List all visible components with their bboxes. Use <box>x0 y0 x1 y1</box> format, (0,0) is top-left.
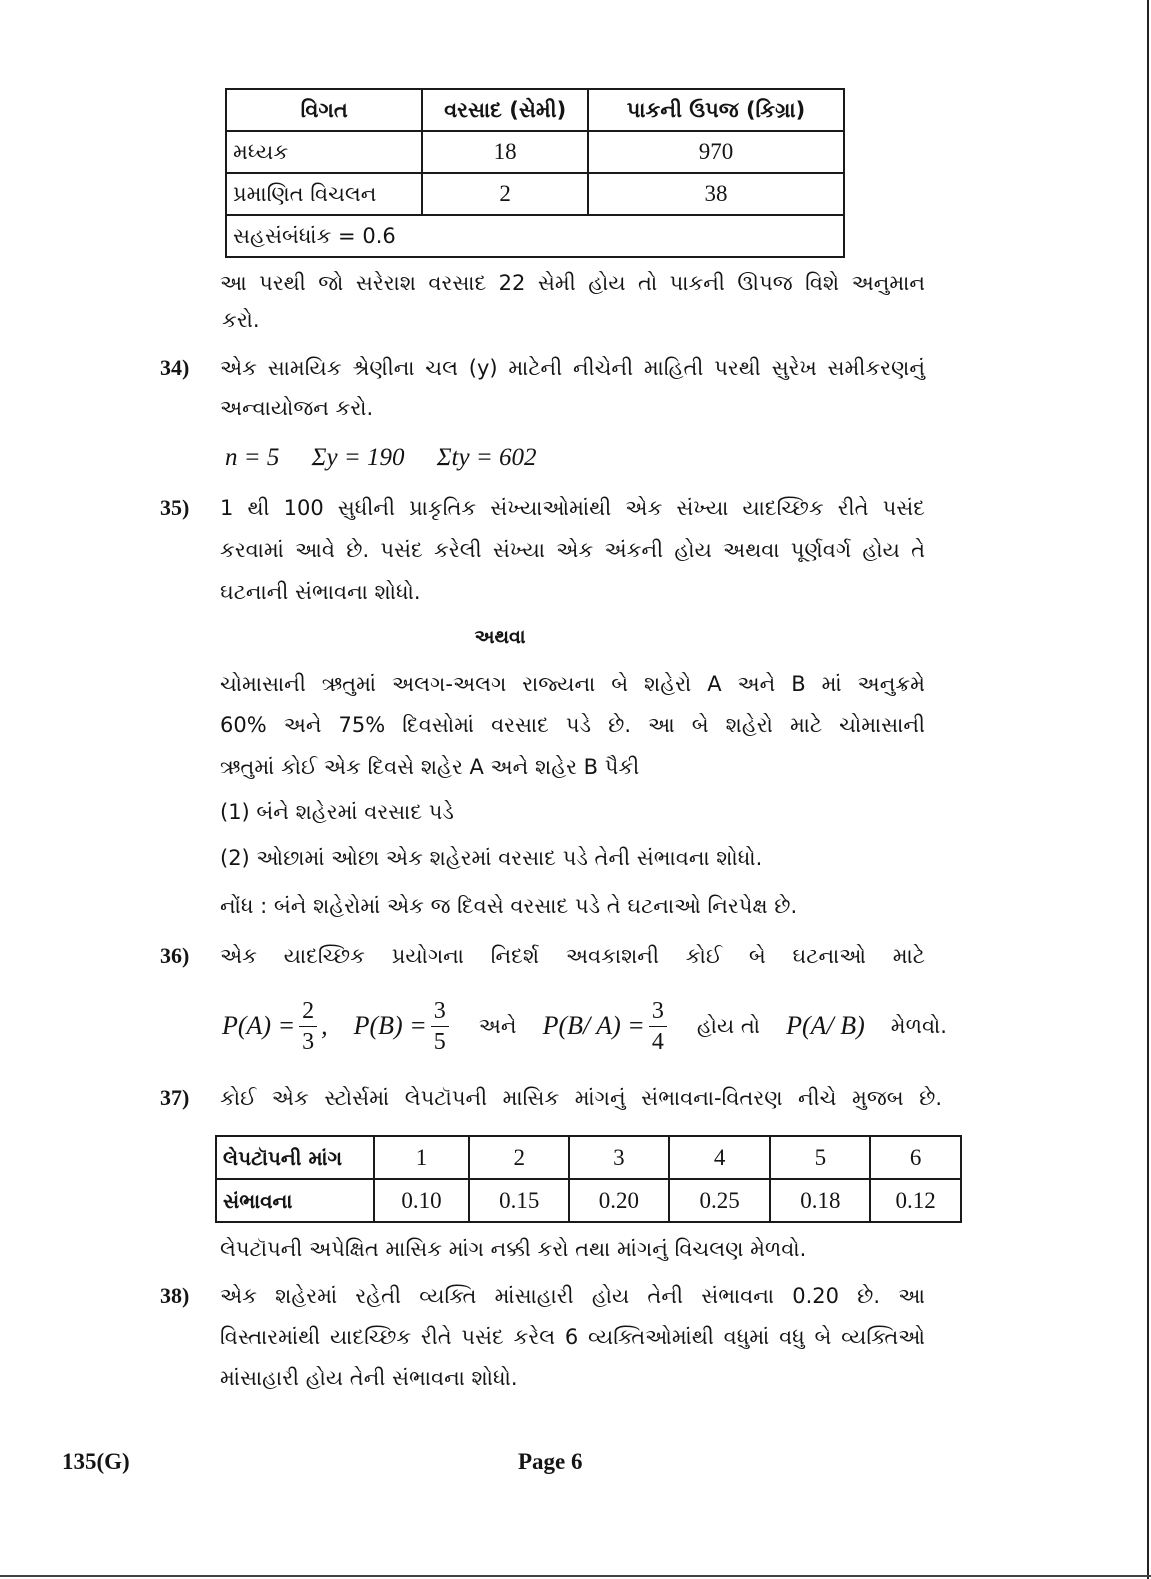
table-row <box>226 131 844 173</box>
pba-group <box>543 996 671 1057</box>
prob-value: 0.25 <box>669 1179 771 1222</box>
yield-value: 38 <box>588 173 844 215</box>
page-right-edge <box>1147 0 1149 1579</box>
yield-value: 970 <box>588 131 844 173</box>
prob-value: 0.10 <box>374 1179 470 1222</box>
rain-value: 18 <box>422 131 588 173</box>
fraction <box>649 996 667 1057</box>
formula-term: Σy = 190 <box>311 444 405 471</box>
page-number: Page 6 <box>518 1449 583 1474</box>
numerator: 2 <box>299 996 317 1027</box>
statistics-table <box>225 88 845 258</box>
question-text: એક શહેરમાં રહેતી વ્યક્તિ માંસાહારી હોય તેની સંભાવના 0.20 છે. આ <box>220 1284 925 1308</box>
table-header: પાકની ઉપજ (કિગ્રા) <box>588 89 844 131</box>
question-text: 60% અને 75% દિવસોમાં વરસાદ પડે છે. આ બે શહેરો માટે ચોમાસાની <box>220 713 925 737</box>
formula-term: P(B) = <box>353 1011 427 1040</box>
question-text: વિસ્તારમાંથી યાદચ્છિક રીતે પસંદ કરેલ 6 વ્યક્તિઓમાંથી વધુમાં વધુ બે વ્યક્તિઓ <box>220 1325 925 1349</box>
numerator: 3 <box>431 996 449 1027</box>
and-word: અને <box>478 1013 517 1038</box>
question-text: કોઈ એક સ્ટોર્સમાં લેપટૉપની માસિક માંગનું સંભાવના-વિતરણ નીચે મુજબ છે. <box>220 1086 942 1110</box>
pb-group <box>354 996 453 1057</box>
table-row <box>216 1179 961 1222</box>
sub-question: (1) બંને શહેરમાં વરસાદ પડે <box>220 800 454 824</box>
prob-value: 0.20 <box>569 1179 669 1222</box>
table-header: વરસાદ (સેમી) <box>422 89 588 131</box>
question-text: 1 થી 100 સુધીની પ્રાકૃતિક સંખ્યાઓમાંથી એક સંખ્યા યાદચ્છિક રીતે પસંદ <box>220 496 925 520</box>
table-header-row <box>226 89 844 131</box>
question-number: 36) <box>160 943 190 968</box>
intro-line: આ પરથી જો સરેરાશ વરસાદ 22 સેમી હોય તો પાકની ઊપજ વિશે અનુમાન <box>220 271 925 295</box>
correlation-cell: સહસંબંધાંક = 0.6 <box>226 215 844 257</box>
q36-formula <box>222 990 947 1062</box>
demand-value: 6 <box>870 1136 961 1179</box>
table-row <box>226 173 844 215</box>
formula-term: P(A/ B) <box>786 1011 865 1040</box>
table-header: વિગત <box>226 89 422 131</box>
if-word: હોય તો <box>696 1013 761 1038</box>
question-text: ચોમાસાની ઋતુમાં અલગ-અલગ રાજ્યના બે શહેરો A અને B માં અનુક્રમે <box>220 672 925 696</box>
prob-value: 0.15 <box>469 1179 569 1222</box>
question-text: ઘટનાની સંભાવના શોધો. <box>220 580 421 604</box>
formula-term: P(A) = <box>222 1011 296 1040</box>
question-text: એક યાદચ્છિક પ્રયોગના નિદર્શ અવકાશની કોઈ બે ઘટનાઓ માટે <box>220 944 925 968</box>
prob-value: 0.12 <box>870 1179 961 1222</box>
question-text: લેપટૉપની અપેક્ષિત માસિક માંગ નક્કી કરો તથા માંગનું વિચલણ મેળવો. <box>220 1237 807 1261</box>
demand-value: 4 <box>669 1136 771 1179</box>
fraction <box>299 996 317 1057</box>
table-row <box>216 1136 961 1179</box>
row-label: સંભાવના <box>216 1179 374 1222</box>
page-bottom-edge <box>0 1575 1151 1577</box>
formula-term: P(B/ A) = <box>542 1011 645 1040</box>
question-text: કરવામાં આવે છે. પસંદ કરેલી સંખ્યા એક અંકની હોય અથવા પૂર્ણવર્ગ હોય તે <box>220 538 925 562</box>
demand-value: 5 <box>770 1136 870 1179</box>
question-number: 35) <box>160 495 190 520</box>
probability-table <box>215 1135 962 1223</box>
question-number: 38) <box>160 1283 190 1308</box>
question-text: ઋતુમાં કોઈ એક દિવસે શહેર A અને શહેર B પૈકી <box>220 755 640 779</box>
q34-formula <box>225 443 562 473</box>
rain-value: 2 <box>422 173 588 215</box>
table-row <box>226 215 844 257</box>
denominator: 4 <box>651 1028 664 1055</box>
note: નોંધ : બંને શહેરોમાં એક જ દિવસે વરસાદ પડે તે ઘટનાઓ નિરપેક્ષ છે. <box>220 894 798 918</box>
demand-value: 1 <box>374 1136 470 1179</box>
formula-term: n = 5 <box>225 444 280 471</box>
formula-term: Σty = 602 <box>436 444 537 471</box>
prob-value: 0.18 <box>770 1179 870 1222</box>
intro-line: કરો. <box>222 308 260 332</box>
question-number: 34) <box>160 355 190 380</box>
comma: , <box>321 1011 328 1040</box>
or-label: અથવા <box>474 626 526 648</box>
row-label: લેપટૉપની માંગ <box>216 1136 374 1179</box>
fraction <box>431 996 449 1057</box>
question-text: એક સામયિક શ્રેણીના ચલ (y) માટેની નીચેની માહિતી પરથી સુરેખ સમીકરણનું <box>220 356 925 380</box>
denominator: 3 <box>302 1028 315 1055</box>
row-label: મધ્યક <box>226 131 422 173</box>
demand-value: 3 <box>569 1136 669 1179</box>
numerator: 3 <box>649 996 667 1027</box>
sub-question: (2) ઓછામાં ઓછા એક શહેરમાં વરસાદ પડે તેની સંભાવના શોધો. <box>220 846 763 870</box>
find-word: મેળવો. <box>890 1013 947 1038</box>
denominator: 5 <box>433 1028 446 1055</box>
question-text: માંસાહારી હોય તેની સંભાવના શોધો. <box>220 1366 518 1390</box>
demand-value: 2 <box>469 1136 569 1179</box>
question-text: અન્વાયોજન કરો. <box>220 396 374 420</box>
question-number: 37) <box>160 1085 190 1110</box>
pa-group <box>222 996 328 1057</box>
row-label: પ્રમાણિત વિચલન <box>226 173 422 215</box>
paper-code: 135(G) <box>62 1449 130 1474</box>
